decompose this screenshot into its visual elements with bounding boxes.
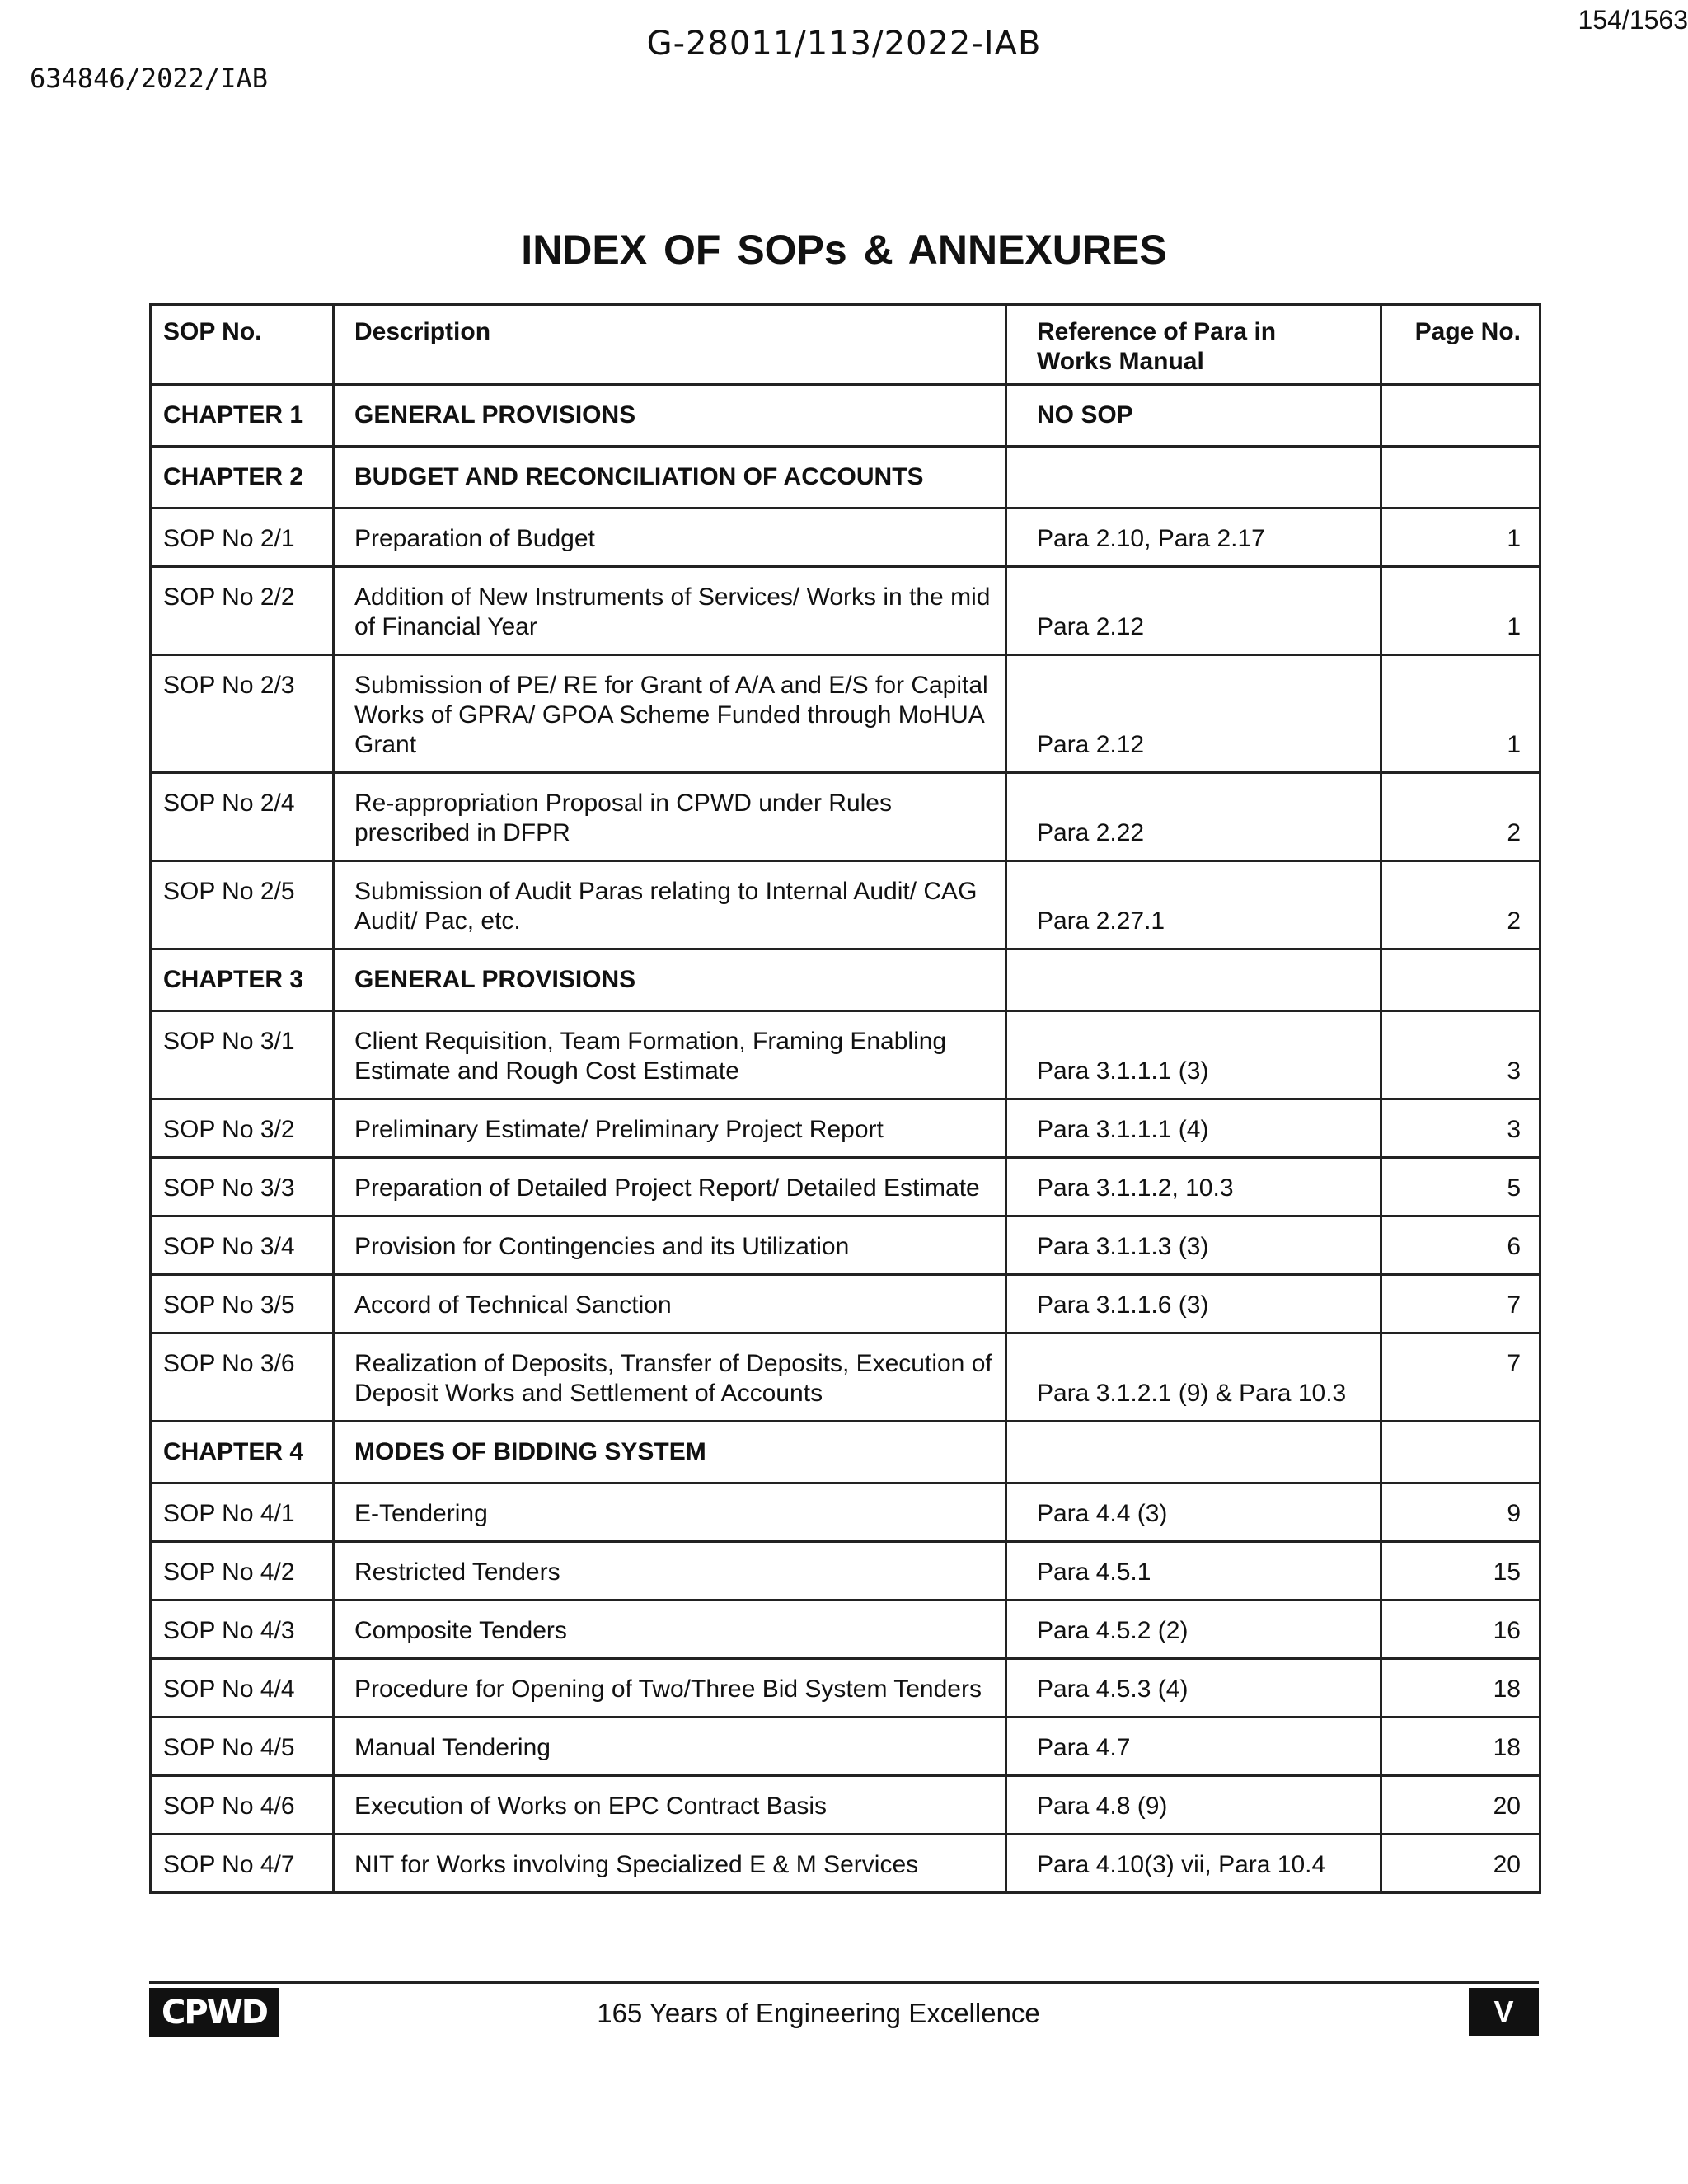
description-cell [334, 1099, 1006, 1158]
page-number-cell [1381, 773, 1540, 861]
sop-number-text: SOP No 4/5 [163, 1734, 295, 1761]
header-sop-no: SOP No. [151, 305, 334, 385]
reference-text: Para 3.1.1.2, 10.3 [1037, 1174, 1234, 1202]
description-text: Realization of Deposits, Transfer of Deposits, Execution of Deposit Works and Settlement of Accounts [354, 1350, 992, 1407]
description-cell [334, 1216, 1006, 1275]
description-text: GENERAL PROVISIONS [354, 966, 636, 993]
page-title: INDEX OF SOPs & ANNEXURES [521, 227, 1167, 273]
sop-number-cell [151, 1275, 334, 1333]
page-number-text: 16 [1493, 1617, 1521, 1644]
reference-text: NO SOP [1037, 401, 1133, 429]
description-cell [334, 1483, 1006, 1542]
reference-text: Para 4.10(3) vii, Para 10.4 [1037, 1851, 1326, 1878]
sop-number-text: CHAPTER 4 [163, 1438, 304, 1465]
sop-number-text: SOP No 3/5 [163, 1291, 295, 1319]
page-number-text: 3 [1507, 1057, 1521, 1085]
reference-text: Para 3.1.1.1 (3) [1037, 1057, 1209, 1085]
page-number-cell [1381, 1158, 1540, 1216]
table-row [151, 1099, 1540, 1158]
page-number-cell [1381, 655, 1540, 773]
description-text: Provision for Contingencies and its Utilization [354, 1233, 850, 1260]
page-number-text: 1 [1507, 613, 1521, 640]
page-number-text: 20 [1493, 1851, 1521, 1878]
sop-number-cell [151, 1835, 334, 1893]
table-row [151, 1158, 1540, 1216]
page-number-cell [1381, 1542, 1540, 1601]
table-row [151, 655, 1540, 773]
reference-cell [1006, 861, 1381, 949]
reference-text: Para 2.12 [1037, 613, 1145, 640]
sop-number-text: CHAPTER 3 [163, 966, 304, 993]
page-number-text: 20 [1493, 1793, 1521, 1820]
description-cell [334, 1542, 1006, 1601]
description-text: BUDGET AND RECONCILIATION OF ACCOUNTS [354, 463, 924, 490]
table-row [151, 1333, 1540, 1422]
sop-number-cell [151, 1333, 334, 1422]
description-cell [334, 385, 1006, 447]
chapter-row [151, 385, 1540, 447]
sop-number-cell [151, 1542, 334, 1601]
description-text: Restricted Tenders [354, 1558, 560, 1586]
header-description: Description [334, 305, 1006, 385]
sop-number-text: SOP No 3/2 [163, 1116, 295, 1143]
page-number-text: 2 [1507, 819, 1521, 846]
table-row [151, 1275, 1540, 1333]
sop-number-text: SOP No 4/1 [163, 1500, 295, 1527]
sop-number-cell [151, 949, 334, 1011]
reference-text: Para 2.10, Para 2.17 [1037, 525, 1265, 552]
description-text: Preparation of Detailed Project Report/ Detailed Estimate [354, 1174, 980, 1202]
sop-number-cell [151, 385, 334, 447]
page-number-text: 9 [1507, 1500, 1521, 1527]
sop-number-text: SOP No 3/3 [163, 1174, 295, 1202]
reference-text: Para 3.1.1.1 (4) [1037, 1116, 1209, 1143]
sop-number-cell [151, 509, 334, 567]
sop-number-cell [151, 655, 334, 773]
description-text: Composite Tenders [354, 1617, 567, 1644]
chapter-row [151, 1422, 1540, 1483]
sop-number-text: SOP No 4/4 [163, 1675, 295, 1703]
page-number-cell [1381, 949, 1540, 1011]
description-cell [334, 1333, 1006, 1422]
sop-number-cell [151, 1718, 334, 1776]
page-number-cell [1381, 509, 1540, 567]
chapter-row [151, 949, 1540, 1011]
sop-number-cell [151, 1011, 334, 1099]
reference-cell [1006, 1275, 1381, 1333]
page-number-text: 18 [1493, 1675, 1521, 1703]
table-row [151, 773, 1540, 861]
description-text: Preliminary Estimate/ Preliminary Project Report [354, 1116, 884, 1143]
table-row [151, 1483, 1540, 1542]
table-row [151, 509, 1540, 567]
description-text: Submission of Audit Paras relating to Internal Audit/ CAG Audit/ Pac, etc. [354, 878, 978, 935]
description-cell [334, 949, 1006, 1011]
sop-number-text: SOP No 2/4 [163, 790, 295, 817]
page-number-cell [1381, 567, 1540, 655]
page-number-cell [1381, 1776, 1540, 1835]
page-number-text: 1 [1507, 731, 1521, 758]
page-number-cell [1381, 1718, 1540, 1776]
sop-number-cell [151, 1216, 334, 1275]
description-cell [334, 509, 1006, 567]
page-number-text: 5 [1507, 1174, 1521, 1202]
description-cell [334, 773, 1006, 861]
sop-number-cell [151, 773, 334, 861]
reference-text: Para 4.5.2 (2) [1037, 1617, 1189, 1644]
reference-cell [1006, 1158, 1381, 1216]
table-row [151, 861, 1540, 949]
page-number-text: 3 [1507, 1116, 1521, 1143]
description-cell [334, 655, 1006, 773]
table-row [151, 1011, 1540, 1099]
reference-cell [1006, 773, 1381, 861]
header-reference-label: Reference of Para in Works Manual [1037, 318, 1277, 375]
description-cell [334, 1422, 1006, 1483]
description-text: Re-appropriation Proposal in CPWD under Rules prescribed in DFPR [354, 790, 892, 846]
table-row [151, 1659, 1540, 1718]
table-row [151, 1542, 1540, 1601]
reference-cell [1006, 1659, 1381, 1718]
page-number-text: 6 [1507, 1233, 1521, 1260]
page-number-cell [1381, 861, 1540, 949]
reference-cell [1006, 1542, 1381, 1601]
page-number-cell [1381, 1011, 1540, 1099]
description-cell [334, 1011, 1006, 1099]
description-text: Submission of PE/ RE for Grant of A/A and E/S for Capital Works of GPRA/ GPOA Scheme Funded through MoHUA Grant [354, 672, 988, 758]
sop-index-table [149, 303, 1541, 1894]
sop-number-cell [151, 1776, 334, 1835]
sop-number-text: SOP No 3/4 [163, 1233, 295, 1260]
sop-number-text: SOP No 2/5 [163, 878, 295, 905]
sop-number-text: CHAPTER 1 [163, 401, 304, 429]
description-text: GENERAL PROVISIONS [354, 401, 636, 429]
description-cell [334, 1659, 1006, 1718]
reference-text: Para 4.5.3 (4) [1037, 1675, 1189, 1703]
reference-cell [1006, 567, 1381, 655]
footer-tagline: 165 Years of Engineering Excellence [597, 1998, 1040, 2028]
page-number-cell [1381, 1659, 1540, 1718]
reference-cell [1006, 1776, 1381, 1835]
reference-text: Para 4.8 (9) [1037, 1793, 1168, 1820]
table-row [151, 1718, 1540, 1776]
sop-number-cell [151, 1158, 334, 1216]
sop-number-cell [151, 1099, 334, 1158]
reference-cell [1006, 447, 1381, 509]
reference-text: Para 3.1.1.6 (3) [1037, 1291, 1209, 1319]
page-number-cell [1381, 1422, 1540, 1483]
reference-cell [1006, 1483, 1381, 1542]
table-row [151, 1835, 1540, 1893]
sop-number-text: SOP No 4/7 [163, 1851, 295, 1878]
reference-text: Para 4.5.1 [1037, 1558, 1151, 1586]
table-row [151, 1216, 1540, 1275]
sop-number-text: SOP No 2/3 [163, 672, 295, 699]
page-number-cell [1381, 1601, 1540, 1659]
description-text: Execution of Works on EPC Contract Basis [354, 1793, 828, 1820]
reference-text: Para 4.7 [1037, 1734, 1131, 1761]
sop-number-cell [151, 1659, 334, 1718]
reference-cell [1006, 949, 1381, 1011]
cpwd-logo: CPWD [149, 1988, 279, 2037]
page-number-cell [1381, 1483, 1540, 1542]
page-number-text: 15 [1493, 1558, 1521, 1586]
sop-number-cell [151, 1422, 334, 1483]
page-number-text: 1 [1507, 525, 1521, 552]
file-reference-stamp: G-28011/113/2022-IAB [646, 25, 1042, 63]
header-page-no: Page No. [1381, 305, 1540, 385]
reference-cell [1006, 385, 1381, 447]
page-number-text: 7 [1507, 1350, 1521, 1377]
description-text: Preparation of Budget [354, 525, 595, 552]
table-row [151, 1601, 1540, 1659]
page-number-cell [1381, 447, 1540, 509]
sop-number-cell [151, 1601, 334, 1659]
reference-cell [1006, 655, 1381, 773]
page-count: 154/1563 [1578, 5, 1688, 35]
description-text: Procedure for Opening of Two/Three Bid System Tenders [354, 1675, 982, 1703]
reference-text: Para 2.22 [1037, 819, 1145, 846]
page-number-cell [1381, 1099, 1540, 1158]
sop-number-text: SOP No 3/6 [163, 1350, 295, 1377]
reference-cell [1006, 1422, 1381, 1483]
reference-text: Para 4.4 (3) [1037, 1500, 1168, 1527]
sop-number-text: SOP No 2/1 [163, 525, 295, 552]
description-text: E-Tendering [354, 1500, 488, 1527]
reference-cell [1006, 1333, 1381, 1422]
reference-text: Para 3.1.2.1 (9) & Para 10.3 [1037, 1380, 1347, 1407]
description-cell [334, 1275, 1006, 1333]
description-cell [334, 861, 1006, 949]
footer-rule [149, 1981, 1539, 1984]
header-reference [1006, 305, 1381, 385]
table-row [151, 1776, 1540, 1835]
reference-cell [1006, 1601, 1381, 1659]
reference-cell [1006, 1835, 1381, 1893]
description-cell [334, 1835, 1006, 1893]
sop-number-text: SOP No 2/2 [163, 583, 295, 611]
description-text: Addition of New Instruments of Services/ Works in the mid of Financial Year [354, 583, 991, 640]
page-number-cell [1381, 1835, 1540, 1893]
page-number-cell [1381, 1333, 1540, 1422]
sop-number-text: SOP No 4/3 [163, 1617, 295, 1644]
description-text: MODES OF BIDDING SYSTEM [354, 1438, 706, 1465]
page-number: V [1469, 1988, 1539, 2036]
reference-text: Para 3.1.1.3 (3) [1037, 1233, 1209, 1260]
description-cell [334, 1601, 1006, 1659]
description-text: Manual Tendering [354, 1734, 551, 1761]
description-text: Accord of Technical Sanction [354, 1291, 672, 1319]
page-number-text: 2 [1507, 907, 1521, 935]
description-cell [334, 567, 1006, 655]
description-cell [334, 1718, 1006, 1776]
description-cell [334, 447, 1006, 509]
page-number-text: 18 [1493, 1734, 1521, 1761]
reference-cell [1006, 1718, 1381, 1776]
reference-text: Para 2.27.1 [1037, 907, 1165, 935]
reference-cell [1006, 1011, 1381, 1099]
sop-number-cell [151, 447, 334, 509]
description-cell [334, 1776, 1006, 1835]
sop-number-cell [151, 567, 334, 655]
page-number-text: 7 [1507, 1291, 1521, 1319]
description-cell [334, 1158, 1006, 1216]
table-row [151, 567, 1540, 655]
page-number-cell [1381, 1216, 1540, 1275]
sop-number-text: SOP No 4/6 [163, 1793, 295, 1820]
reference-text: Para 2.12 [1037, 731, 1145, 758]
receipt-reference-stamp: 634846/2022/IAB [30, 63, 268, 94]
table-header-row [151, 305, 1540, 385]
sop-number-cell [151, 861, 334, 949]
page-number-cell [1381, 385, 1540, 447]
reference-cell [1006, 509, 1381, 567]
page-number-cell [1381, 1275, 1540, 1333]
sop-number-text: SOP No 4/2 [163, 1558, 295, 1586]
reference-cell [1006, 1099, 1381, 1158]
description-text: Client Requisition, Team Formation, Framing Enabling Estimate and Rough Cost Estimate [354, 1028, 947, 1085]
sop-number-cell [151, 1483, 334, 1542]
description-text: NIT for Works involving Specialized E & M Services [354, 1851, 919, 1878]
reference-cell [1006, 1216, 1381, 1275]
sop-number-text: SOP No 3/1 [163, 1028, 295, 1055]
chapter-row [151, 447, 1540, 509]
sop-number-text: CHAPTER 2 [163, 463, 304, 490]
